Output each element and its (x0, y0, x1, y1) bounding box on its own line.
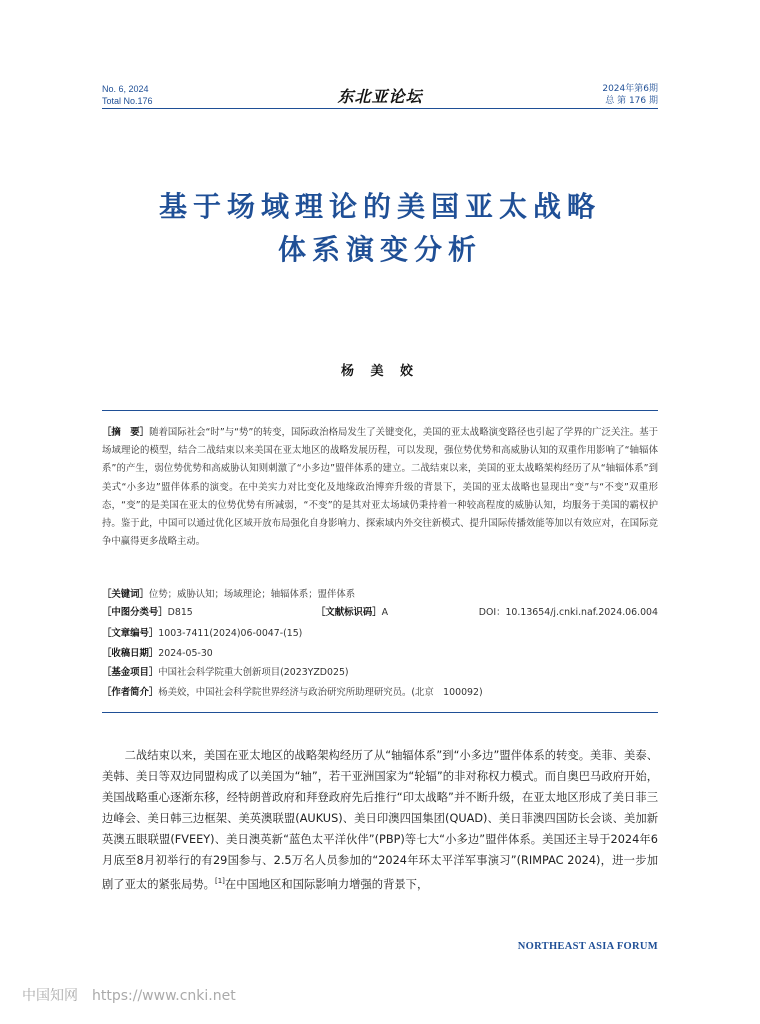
footer-journal-name: NORTHEAST ASIA FORUM (517, 941, 658, 952)
abstract-bottom-rule (102, 712, 658, 713)
keywords-value: 位势；威胁认知；场域理论；轴辐体系；盟伴体系 (148, 589, 356, 600)
keywords-row (102, 588, 658, 602)
journal-logo: 东北亚论坛 (337, 87, 423, 106)
cls-label: ［中图分类号］ (102, 607, 168, 618)
abstract-top-rule (102, 410, 658, 411)
body-text-part2: 在中国地区和国际影响力增强的背景下， (224, 877, 429, 891)
fund-label: ［基金项目］ (102, 667, 159, 678)
reference-mark[interactable]: [1] (214, 877, 225, 885)
article-number-value: 1003-7411(2024)06-0047-(15) (158, 628, 303, 639)
article-title-line1: 基于场域理论的美国亚太战略 (158, 190, 601, 223)
article-title (0, 185, 760, 271)
keywords-label: ［关键词］ (102, 589, 149, 600)
doc-value: A (381, 607, 389, 618)
body-text-part1: 二战结束以来，美国在亚太地区的战略架构经历了从“轴辐体系”到“小多边”盟伴体系的转变。美菲、美泰、美韩、美日等双边同盟构成了以美国为“轴”，若干亚洲国家为“轮辐”的非对称权力模式。而自奥巴马政府开始，美国战略重心逐渐东移，经特朗普政府和拜登政府先后推行“印太战略”并不断升级，在亚太地区形成了美日菲三边峰会、美日韩三边框架、美英澳联盟(AUKUS)、美日印澳四国集团(QUAD)、美日菲澳四国防长会谈、美加新英澳五眼联盟(FVEEY)、美日澳英新“蓝色太平洋伙伴”(PBP)等七大“小多边”盟伴体系。美国还主导于2024年6月底至8月初举行的有29国参与、2.5万名人员参加的“2024年环太平洋军事演习”(RIMPAC 2024)，进一步加剧了亚太的紧张局势。 (102, 749, 658, 891)
body-paragraph (102, 745, 658, 895)
author-bio-value: 杨美姣，中国社会科学院世界经济与政治研究所助理研究员。(北京 100092) (158, 687, 483, 698)
watermark-url[interactable]: https://www.cnki.net (92, 988, 236, 1004)
watermark-brand: 中国知网 (22, 988, 78, 1004)
received-date-row (102, 647, 658, 661)
doc-code (316, 606, 388, 620)
doc-label: ［文献标识码］ (316, 607, 382, 618)
header-issue-cn (602, 83, 658, 107)
header-issue-number: No. 6, 2024 (102, 84, 149, 94)
author-bio-row (102, 686, 658, 700)
fund-row (102, 666, 658, 680)
cnki-watermark (22, 985, 250, 1005)
header-total-issue: 总 第 176 期 (605, 96, 658, 106)
header-issue-year: 2024年第6期 (602, 84, 658, 94)
received-value: 2024-05-30 (158, 648, 213, 659)
article-number-label: ［文章编号］ (102, 628, 159, 639)
classification-row (102, 606, 658, 620)
article-number-row (102, 627, 658, 641)
doi[interactable]: DOI：10.13654/j.cnki.naf.2024.06.004 (478, 607, 658, 618)
abstract-label: ［摘 要］ (102, 427, 150, 438)
abstract (102, 424, 658, 551)
article-title-line2: 体系演变分析 (277, 233, 482, 266)
author-bio-label: ［作者简介］ (102, 687, 159, 698)
fund-value: 中国社会科学院重大创新项目(2023YZD025) (158, 667, 349, 678)
header-total-number: Total No.176 (102, 96, 153, 106)
author-name: 杨 美 姣 (340, 364, 420, 379)
abstract-text: 随着国际社会“时”与“势”的转变，国际政治格局发生了关键变化，美国的亚太战略演变路径也引起了学界的广泛关注。基于场域理论的模型，结合二战结束以来美国在亚太地区的战略发展历程，可以发现，强位势优势和高威胁认知的双重作用影响了“轴辐体系”的产生，弱位势优势和高威胁认知则刺激了“小多边”盟伴体系的建立。二战结束以来，美国的亚太战略架构经历了从“轴辐体系”到美式“小多边”盟伴体系的演变。在中美实力对比变化及地缘政治博弈升级的背景下，美国的亚太战略也显现出“变”与“不变”双重形态，“变”的是美国在亚太的位势优势有所减弱，“不变”的是其对亚太场域仍秉持着一种较高程度的威胁认知，均服务于美国的霸权护持。鉴于此，中国可以通过优化区域开放布局强化自身影响力、探索域内外交往新模式、提升国际传播效能等加以有效应对，在国际竞争中赢得更多战略主动。 (102, 427, 658, 548)
cls-value: D815 (167, 607, 193, 618)
header-divider (102, 108, 658, 109)
received-label: ［收稿日期］ (102, 648, 159, 659)
